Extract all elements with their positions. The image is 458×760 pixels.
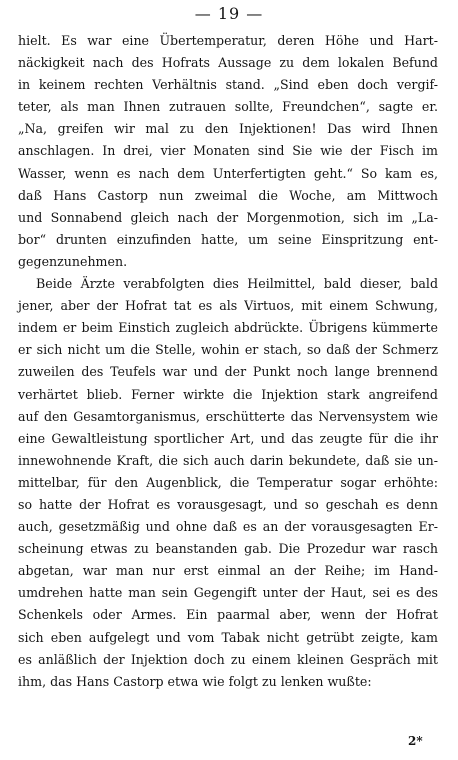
text-line: gegenzunehmen. (18, 253, 128, 269)
text-line: auch, gesetzmäßig und ohne daß es an der vorausgesagten Er- (18, 519, 438, 535)
text-line: anschlagen. In drei, vier Monaten sind Sie wie der Fisch im (18, 143, 438, 159)
paragraph-1 (18, 30, 438, 273)
paragraph-2 (18, 273, 438, 693)
text-line: eine Gewaltleistung sportlicher Art, und das zeugte für die ihr (18, 430, 438, 446)
text-line: daß Hans Castorp nun zweimal die Woche, am Mittwoch (18, 187, 438, 203)
text-line: „Na, greifen wir mal zu den Injektionen! Das wird Ihnen (18, 121, 438, 137)
text-line: jener, aber der Hofrat tat es als Virtuos, mit einem Schwung, (18, 298, 438, 314)
text-line: mittelbar, für den Augenblick, die Temperatur sogar erhöhte: (18, 474, 438, 490)
text-line: und Sonnabend gleich nach der Morgenmotion, sich im „La- (18, 209, 438, 225)
text-line: bor“ drunten einzufinden hatte, um seine Einspritzung ent- (18, 231, 438, 247)
text-line: sich eben aufgelegt und vom Tabak nicht getrübt zeigte, kam (18, 629, 438, 645)
text-line: Wasser, wenn es nach dem Unterfertigten geht.“ So kam es, (18, 165, 438, 181)
text-line: zuweilen des Teufels war und der Punkt noch lange brennend (18, 364, 438, 380)
text-line: Schenkels oder Armes. Ein paarmal aber, wenn der Hofrat (18, 607, 438, 623)
text-line: in keinem rechten Verhältnis stand. „Sind eben doch vergif- (18, 77, 438, 93)
printer-signature-mark: 2* (408, 734, 423, 748)
text-line: innewohnende Kraft, die sich auch darin bekundete, daß sie un- (18, 452, 438, 468)
text-line: Beide Ärzte verabfolgten dies Heilmittel, bald dieser, bald (36, 276, 438, 292)
text-line: er sich nicht um die Stelle, wohin er stach, so daß der Schmerz (18, 342, 438, 358)
text-line: umdrehen hatte man sein Gegengift unter der Haut, sei es des (18, 585, 438, 601)
text-line: näckigkeit nach des Hofrats Aussage zu dem lokalen Befund (18, 55, 438, 71)
text-line: verhärtet blieb. Ferner wirkte die Injektion stark angreifend (18, 386, 438, 402)
text-line: indem er beim Einstich zugleich abdrückte. Übrigens kümmerte (18, 320, 438, 336)
body-text (18, 30, 438, 693)
text-line: abgetan, war man nur erst einmal an der Reihe; im Hand- (18, 563, 438, 579)
text-line: auf den Gesamtorganismus, erschütterte das Nervensystem wie (18, 408, 438, 424)
text-line: scheinung etwas zu beanstanden gab. Die Prozedur war rasch (18, 541, 438, 557)
text-line: ihm, das Hans Castorp etwa wie folgt zu lenken wußte: (18, 673, 372, 689)
text-line: teter, als man Ihnen zutrauen sollte, Freundchen“, sagte er. (18, 99, 438, 115)
text-line: hielt. Es war eine Übertemperatur, deren Höhe und Hart- (18, 33, 438, 48)
page-number: — 19 — (194, 4, 264, 23)
text-line: so hatte der Hofrat es vorausgesagt, und so geschah es denn (18, 496, 438, 512)
text-line: es anläßlich der Injektion doch zu einem kleinen Gespräch mit (18, 651, 438, 667)
